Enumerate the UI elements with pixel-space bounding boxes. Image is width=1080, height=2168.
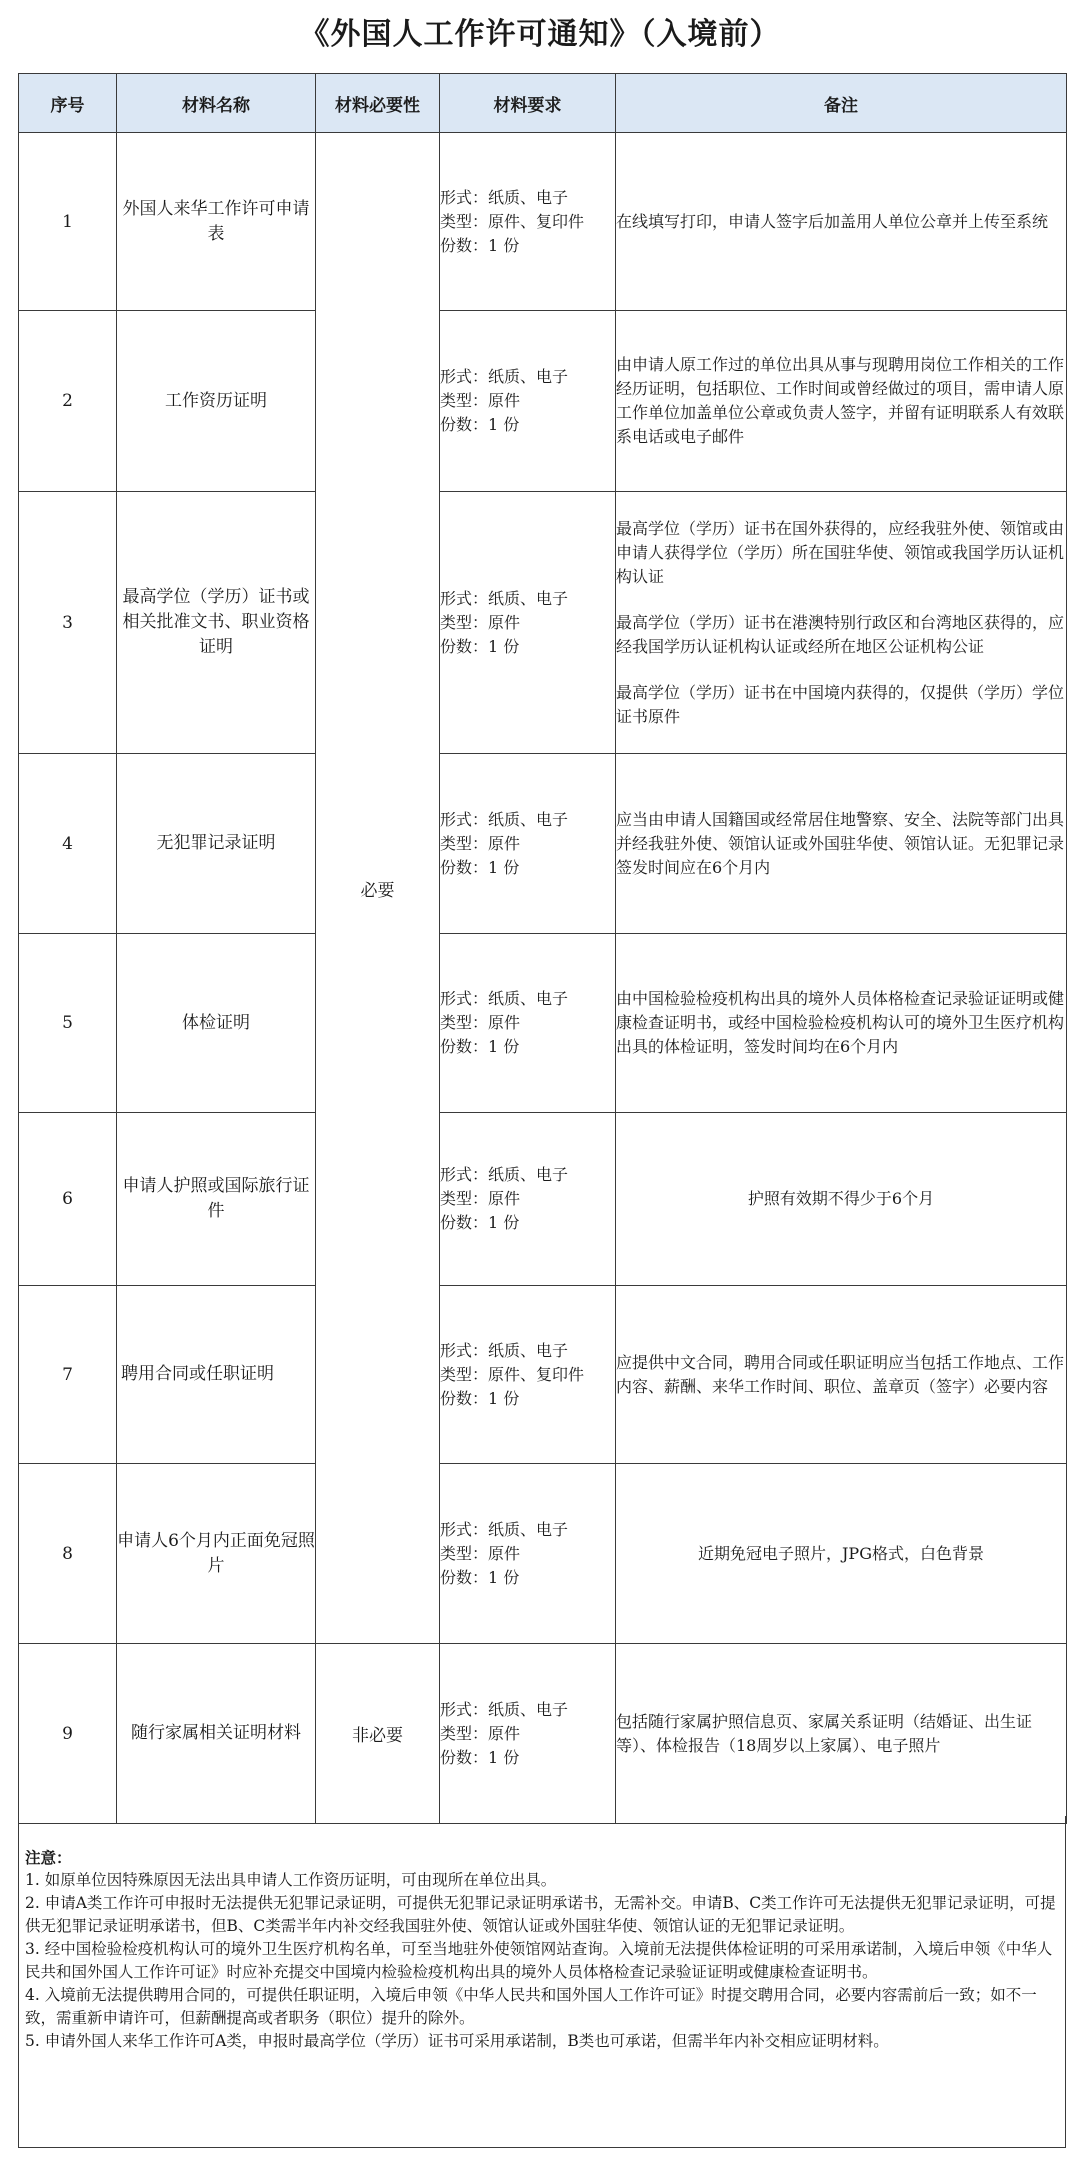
req-type: 类型：原件 [440,1723,521,1743]
remark-text: 最高学位（学历）证书在港澳特别行政区和台湾地区获得的，应经我国学历认证机构认证或经所在地区公证机构公证 [616,612,1065,656]
req-type: 类型：原件 [440,1013,521,1032]
remark-text: 最高学位（学历）证书在中国境内获得的，仅提供（学历）学位证书原件 [616,682,1065,726]
material-requirement [440,311,616,492]
material-name: 体检证明 [117,934,316,1113]
material-requirement [440,492,616,754]
req-count: 份数：1 份 [440,857,520,877]
note-item: 4. 入境前无法提供聘用合同的，可提供任职证明，入境后申领《中华人民共和国外国人工作许可证》时提交聘用合同，必要内容需前后一致；如不一致，需重新申请许可，但薪酬提高或者职务（职位）提升的除外。 [25,1986,1037,2027]
row-number: 2 [19,311,117,492]
header-material-name: 材料名称 [117,74,316,133]
row-number: 3 [19,492,117,754]
remarks [616,1464,1067,1644]
material-requirement [440,1644,616,1824]
req-form: 形式：纸质、电子 [440,1165,569,1184]
req-count: 份数：1 份 [440,235,520,255]
remarks [616,1113,1067,1286]
note-item: 1. 如原单位因特殊原因无法出具申请人工作资历证明，可由现所在单位出具。 [25,1871,557,1889]
necessity-optional: 非必要 [316,1644,440,1824]
header-requirement: 材料要求 [440,74,616,133]
remark-text: 包括随行家属护照信息页、家属关系证明（结婚证、出生证等）、体检报告（18周岁以上家属）、电子照片 [616,1711,1033,1755]
remark-text: 由中国检验检疫机构出具的境外人员体格检查记录验证证明或健康检查证明书，或经中国检验检疫机构认可的境外卫生医疗机构出具的体检证明，签发时间均在6个月内 [616,989,1065,1056]
necessity-required: 必要 [316,133,440,1644]
material-requirement [440,754,616,934]
table-row [19,1464,1067,1644]
remark-text: 最高学位（学历）证书在国外获得的，应经我驻外使、领馆或由申请人获得学位（学历）所在国驻华使、领馆或我国学历认证机构认证 [616,518,1065,586]
table-row [19,311,1067,492]
remark-text: 近期免冠电子照片，JPG格式，白色背景 [698,1543,984,1563]
req-count: 份数：1 份 [440,636,520,656]
req-form: 形式：纸质、电子 [440,588,569,608]
material-name: 随行家属相关证明材料 [117,1644,316,1824]
material-name: 无犯罪记录证明 [117,754,316,934]
material-requirement [440,934,616,1113]
material-requirement [440,133,616,311]
remark-text: 应提供中文合同，聘用合同或任职证明应当包括工作地点、工作内容、薪酬、来华工作时间、职位、盖章页（签字）必要内容 [616,1352,1065,1396]
req-form: 形式：纸质、电子 [440,367,569,386]
remarks [616,311,1067,492]
req-type: 类型：原件 [440,833,521,853]
remarks [616,1286,1067,1464]
remark-text: 应当由申请人国籍国或经常居住地警察、安全、法院等部门出具并经我驻外使、领馆认证或外国驻华使、领馆认证。无犯罪记录签发时间应在6个月内 [616,809,1065,877]
req-form: 形式：纸质、电子 [440,809,569,829]
notes-section [18,1816,1066,2148]
req-form: 形式：纸质、电子 [440,187,569,207]
row-number: 5 [19,934,117,1113]
row-number: 4 [19,754,117,934]
req-type: 类型：原件 [440,391,521,410]
remarks [616,754,1067,934]
material-name: 外国人来华工作许可申请表 [117,133,316,311]
req-form: 形式：纸质、电子 [440,989,569,1008]
header-remarks: 备注 [616,74,1067,133]
req-form: 形式：纸质、电子 [440,1340,569,1360]
table-row [19,1286,1067,1464]
req-type: 类型：原件、复印件 [440,211,585,231]
note-item: 5. 申请外国人来华工作许可A类，申报时最高学位（学历）证书可采用承诺制，B类也可承诺，但需半年内补交相应证明材料。 [25,2032,889,2050]
req-type: 类型：原件、复印件 [440,1364,585,1384]
req-form: 形式：纸质、电子 [440,1519,569,1539]
table-row [19,934,1067,1113]
remarks [616,492,1067,754]
table-header-row [19,74,1067,133]
req-count: 份数：1 份 [440,1388,520,1408]
header-no: 序号 [19,74,117,133]
material-requirement [440,1286,616,1464]
note-item: 2. 申请A类工作许可申报时无法提供无犯罪记录证明，可提供无犯罪记录证明承诺书，无需补交。申请B、C类工作许可无法提供无犯罪记录证明，可提供无犯罪记录证明承诺书，但B、C类需半年内补交经我国驻外使、领馆认证或外国驻华使、领馆认证的无犯罪记录证明。 [25,1894,1056,1935]
table-row [19,1113,1067,1286]
req-count: 份数：1 份 [440,1567,520,1587]
req-type: 类型：原件 [440,612,521,632]
row-number: 6 [19,1113,117,1286]
remarks [616,133,1067,311]
header-necessity: 材料必要性 [316,74,440,133]
remark-text: 在线填写打印，申请人签字后加盖用人单位公章并上传至系统 [616,211,1049,231]
row-number: 9 [19,1644,117,1824]
material-requirement [440,1113,616,1286]
req-count: 份数：1 份 [440,1213,520,1232]
material-requirement [440,1464,616,1644]
remarks [616,1644,1067,1824]
note-item: 3. 经中国检验检疫机构认可的境外卫生医疗机构名单，可至当地驻外使领馆网站查询。入境前无法提供体检证明的可采用承诺制，入境后申领《中华人民共和国外国人工作许可证》时应补充提交中国境内检验检疫机构出具的境外人员体格检查记录验证证明或健康检查证明书。 [25,1940,1053,1981]
page-title: 《外国人工作许可通知》（入境前） [299,17,781,52]
material-name: 最高学位（学历）证书或相关批准文书、职业资格证明 [117,492,316,754]
remark-text: 由申请人原工作过的单位出具从事与现聘用岗位工作相关的工作经历证明，包括职位、工作时间或曾经做过的项目，需申请人原工作单位加盖单位公章或负责人签字，并留有证明联系人有效联系电话或电子邮件 [616,355,1065,446]
req-form: 形式：纸质、电子 [440,1699,569,1719]
table-row [19,133,1067,311]
row-number: 8 [19,1464,117,1644]
row-number: 1 [19,133,117,311]
req-type: 类型：原件 [440,1543,521,1563]
table-row [19,492,1067,754]
req-type: 类型：原件 [440,1189,521,1208]
req-count: 份数：1 份 [440,1037,520,1056]
table-row [19,1644,1067,1824]
material-name: 申请人6个月内正面免冠照片 [117,1464,316,1644]
table-row [19,754,1067,934]
remark-text: 护照有效期不得少于6个月 [747,1189,935,1208]
row-number: 7 [19,1286,117,1464]
material-name: 工作资历证明 [117,311,316,492]
req-count: 份数：1 份 [440,415,520,434]
notes-heading: 注意： [25,1848,72,1867]
remarks [616,934,1067,1113]
material-name: 聘用合同或任职证明 [117,1286,316,1464]
req-count: 份数：1 份 [440,1747,520,1767]
materials-table [18,73,1067,1824]
material-name: 申请人护照或国际旅行证件 [117,1113,316,1286]
